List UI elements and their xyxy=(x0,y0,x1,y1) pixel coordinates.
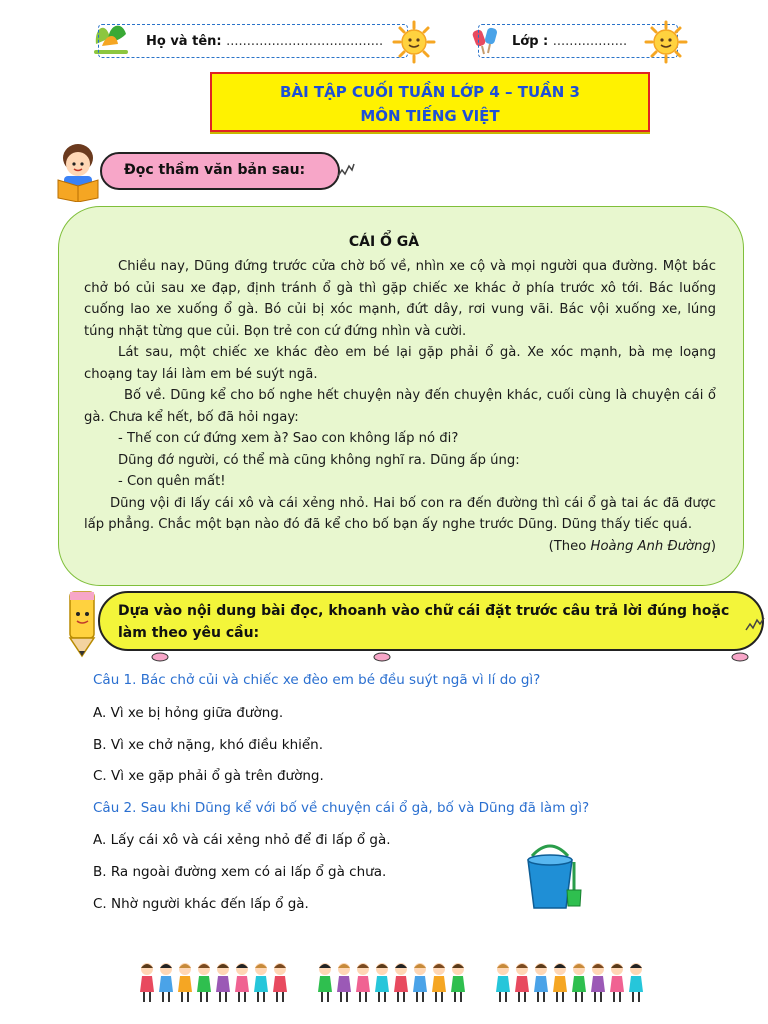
story-dialogue: - Con quên mất! xyxy=(118,474,226,489)
class-dots: .................. xyxy=(552,34,628,49)
zigzag-icon xyxy=(336,160,356,180)
sun-icon xyxy=(392,20,436,64)
story-paragraph: Bố về. Dũng kể cho bố nghe hết chuyện này đến chuyện khác, cuối cùng là chuyện cái ổ gà. Chưa kể hết, bố đã hỏi ngay: xyxy=(84,388,716,425)
answer-option-1a[interactable]: A. Vì xe bị hỏng giữa đường. xyxy=(93,705,284,721)
instruction-line: làm theo yêu cầu: xyxy=(118,625,260,641)
answer-option-2a[interactable]: A. Lấy cái xô và cái xẻng nhỏ để đi lấp ổ gà. xyxy=(93,832,391,848)
instruction-line: Dựa vào nội dung bài đọc, khoanh vào chữ cái đặt trước câu trả lời đúng hoặc xyxy=(118,603,730,619)
worksheet-title-banner xyxy=(210,72,650,132)
class-label: Lớp : xyxy=(512,34,549,49)
story-paragraph: Dũng vội đi lấy cái xô và cái xẻng nhỏ. Hai bố con ra đến đường thì cái ổ gà tai ác đã được lấp phẳng. Chắc một bạn nào đó đã kể cho bố bạn ấy nghe trước Dũng. Dũng thấy tiếc quá. xyxy=(84,495,716,532)
answer-option-2c[interactable]: C. Nhờ người khác đến lấp ổ gà. xyxy=(93,896,309,912)
answer-option-1b[interactable]: B. Vì xe chở nặng, khó điều khiển. xyxy=(93,737,324,753)
story-dialogue: - Thế con cứ đứng xem à? Sao con không lấp nó đi? xyxy=(118,431,459,446)
story-source xyxy=(84,536,716,558)
instruction-label xyxy=(98,591,764,651)
source-prefix: (Theo xyxy=(548,538,591,554)
worksheet-title: BÀI TẬP CUỐI TUẦN LỚP 4 – TUẦN 3 xyxy=(280,83,580,101)
sun-icon xyxy=(644,20,688,64)
leaf-decoration-icon xyxy=(150,648,170,660)
boy-reading-icon xyxy=(50,140,106,202)
story-paragraph: Dũng đớ người, có thể mà cũng không nghĩ ra. Dũng ấp úng: xyxy=(118,452,520,468)
reading-label-text: Đọc thầm văn bản sau: xyxy=(124,162,306,178)
worksheet-subject: MÔN TIẾNG VIỆT xyxy=(360,107,500,125)
leaf-decoration-icon xyxy=(730,648,750,660)
class-field[interactable] xyxy=(512,34,627,49)
source-suffix: ) xyxy=(710,538,716,554)
source-author: Hoàng Anh Đường xyxy=(590,538,711,554)
answer-option-1c[interactable]: C. Vì xe gặp phải ổ gà trên đường. xyxy=(93,768,324,784)
student-name-field[interactable] xyxy=(146,34,383,49)
question-2: Câu 2. Sau khi Dũng kể với bố về chuyện cái ổ gà, bố và Dũng đã làm gì? xyxy=(93,800,590,816)
story-paragraph: Chiều nay, Dũng đứng trước cửa chờ bố về, nhìn xe cộ và mọi người qua đường. Một bác chở bó củi sau xe đạp, định tránh ổ gà thì gặp chiếc xe khác ở phía trước xô tới. Bác luống cuống lao xe xuống ổ gà. Bó củi bị xóc mạnh, đứt dây, rơi vung vãi. Bác vội xuống xe, lúng túng nhặt từng que củi. Bọn trẻ con cứ đứng nhìn và cười. xyxy=(84,259,716,339)
reading-section-label xyxy=(100,152,340,190)
children-border-icon xyxy=(134,960,644,1004)
story-paragraph: Lát sau, một chiếc xe khác đèo em bé lại gặp phải ổ gà. Xe xóc mạnh, bà mẹ loạng choạng tay lái làm em bé suýt ngã. xyxy=(84,345,716,382)
answer-option-2b[interactable]: B. Ra ngoài đường xem có ai lấp ổ gà chưa. xyxy=(93,864,387,880)
leaf-decoration-icon xyxy=(372,648,392,660)
name-dots: ...................................... xyxy=(226,34,384,49)
zigzag-icon xyxy=(744,614,766,634)
bucket-shovel-icon xyxy=(524,842,586,912)
story-text xyxy=(84,256,716,557)
question-1: Câu 1. Bác chở củi và chiếc xe đèo em bé đều suýt ngã vì lí do gì? xyxy=(93,672,541,688)
name-label: Họ và tên: xyxy=(146,34,222,49)
story-title: CÁI Ổ GÀ xyxy=(348,234,420,250)
